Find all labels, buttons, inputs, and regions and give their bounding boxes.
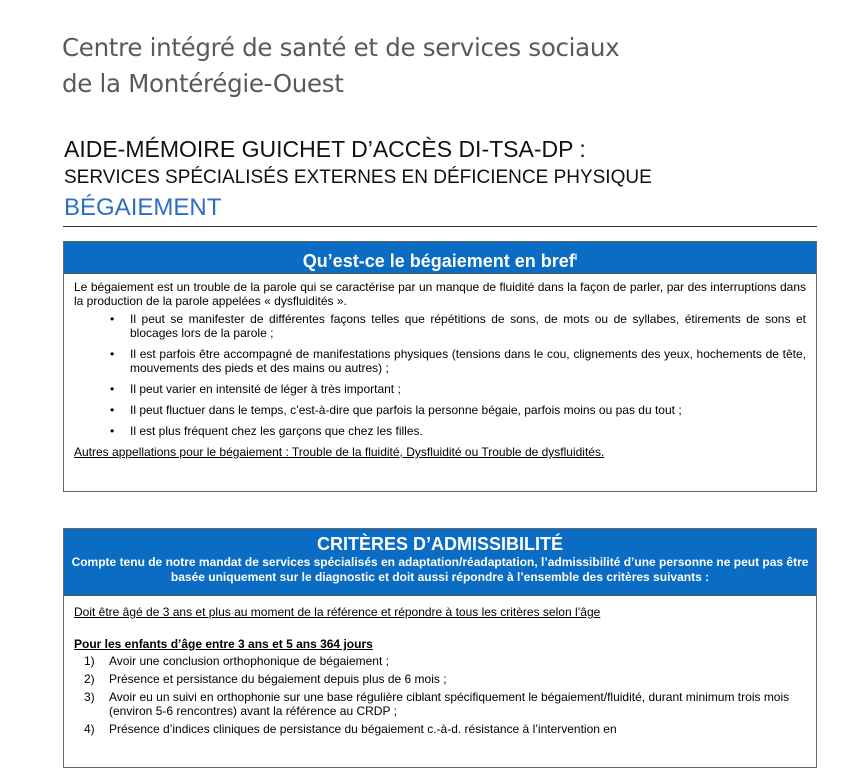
overview-heading-text: Qu’est-ce le bégaiement en bref	[302, 251, 575, 271]
overview-intro: Le bégaiement est un trouble de la parole qui se caractérise par un manque de fluidité dans la façon de parler, par des interruptions dans la production de la parole appelées « dysfluidités ».	[74, 280, 806, 308]
list-item: 2) Présence et persistance du bégaiement depuis plus de 6 mois ;	[84, 672, 447, 686]
org-name-line1: Centre intégré de santé et de services sociaux	[62, 33, 620, 62]
eligibility-section	[63, 528, 817, 768]
document-subtitle: SERVICES SPÉCIALISÉS EXTERNES EN DÉFICIENCE PHYSIQUE	[64, 167, 652, 188]
eligibility-heading	[64, 529, 816, 596]
other-names: Autres appellations pour le bégaiement : Trouble de la fluidité, Dysfluidité ou Trouble de dysfluidités.	[74, 445, 605, 459]
list-item: • Il est parfois être accompagné de manifestations physiques (tensions dans le cou, clignements des yeux, hochements de tête, mouvements des pieds et des mains ou autres) ;	[110, 347, 806, 375]
list-item: • Il peut se manifester de différentes façons telles que répétitions de sons, de mots ou de syllabes, étirements de sons et blocages lors de la parole ;	[110, 312, 806, 340]
list-item: 3) Avoir eu un suivi en orthophonie sur une base régulière ciblant spécifiquement le bégaiement/fluidité, durant minimum trois mois (environ 5-6 rencontres) avant la référence au CRDP ;	[84, 690, 790, 718]
list-item: • Il peut fluctuer dans le temps, c’est-à-dire que parfois la personne bégaie, parfois moins ou pas du tout ;	[110, 403, 682, 417]
overview-heading	[64, 242, 816, 274]
eligibility-heading-text: CRITÈRES D’ADMISSIBILITÉ	[316, 534, 563, 554]
criteria-list	[74, 654, 806, 736]
list-item: • Il peut varier en intensité de léger à très important ;	[110, 382, 401, 396]
age-rule: Doit être âgé de 3 ans et plus au moment de la référence et répondre à tous les critères selon l’âge	[74, 605, 601, 619]
list-item: 4) Présence d’indices cliniques de persistance du bégaiement c.-à-d. résistance à l’intervention en	[84, 722, 617, 736]
organization-header	[62, 30, 619, 102]
list-item: • Il est plus fréquent chez les garçons que chez les filles.	[110, 424, 423, 438]
title-divider	[63, 226, 817, 227]
eligibility-subheading: Compte tenu de notre mandat de services spécialisés en adaptation/réadaptation, l’admissibilité d’une personne ne peut pas être basée uniquement sur le diagnostic et doit aussi répondre à l’ensemble des critères suivants :	[71, 555, 809, 584]
footnote-marker: i	[574, 252, 578, 262]
org-name-line2: de la Montérégie-Ouest	[62, 69, 344, 98]
list-item: 1) Avoir une conclusion orthophonique de bégaiement ;	[84, 654, 389, 668]
document-title: AIDE-MÉMOIRE GUICHET D’ACCÈS DI-TSA-DP :	[64, 136, 586, 162]
overview-bullets	[74, 312, 806, 438]
age-group-title: Pour les enfants d’âge entre 3 ans et 5 ans 364 jours	[74, 637, 373, 651]
document-topic: BÉGAIEMENT	[64, 194, 222, 221]
overview-section	[63, 241, 817, 492]
